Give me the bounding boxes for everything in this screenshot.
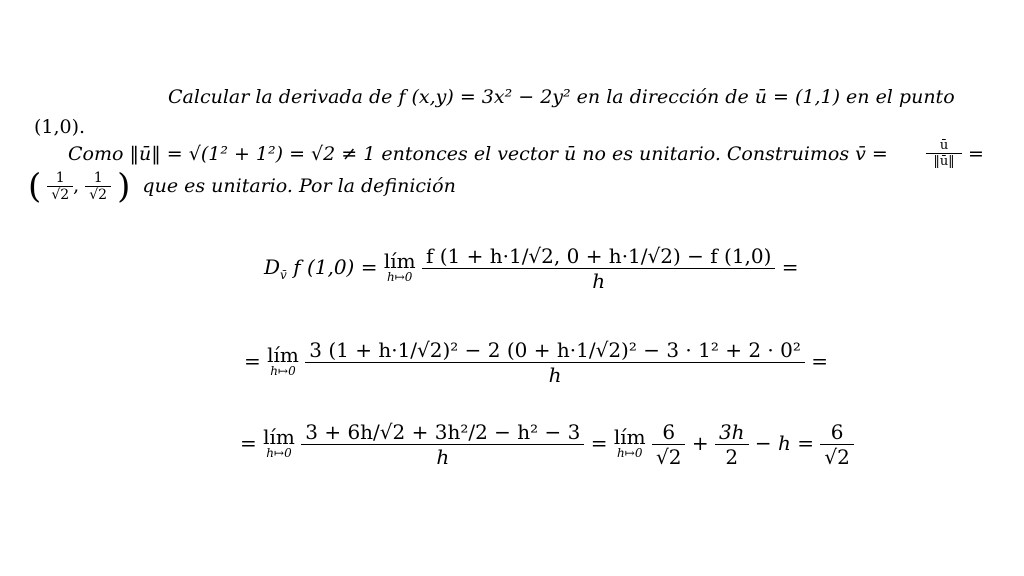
- eq3-lim-word-1: lím: [263, 424, 295, 449]
- eq2-end: =: [811, 349, 829, 373]
- equation-2: [244, 338, 828, 387]
- eq2-lim-word: lím: [267, 342, 299, 367]
- eq3-frac-num: 6: [662, 420, 676, 444]
- paragraph1-line1: Calcular la derivada de f (x,y) = 3x² − 2y² en la dirección de ū = (1,1) en el punto: [168, 86, 955, 108]
- eq1-end: =: [781, 255, 799, 279]
- paragraph2-line1: Como ‖ū‖ = √(1² + 1²) = √2 ≠ 1 entonces el vector ū no es unitario. Construimos v̄ =: [68, 143, 888, 165]
- eq2-start: =: [244, 349, 261, 373]
- eq2-numerator: 3 (1 + h·1/√2)² − 2 (0 + h·1/√2)² − 3 · 1² + 2 · 0²: [309, 338, 801, 362]
- eq1-limit: [383, 248, 416, 285]
- equation-1: [264, 244, 799, 293]
- eq3-minus-h: − h =: [754, 431, 815, 455]
- eq1-denominator: h: [422, 268, 775, 293]
- eq3-lim-word-2: lím: [613, 424, 646, 449]
- unit-vector-fraction-num: ū: [939, 138, 949, 153]
- vector-component-2: [85, 170, 111, 203]
- eq3-numerator: 3 + 6h/√2 + 3h²/2 − h² − 3: [305, 420, 581, 444]
- eq1-lhs-d: D: [264, 255, 281, 279]
- paragraph1-line2: (1,0).: [34, 116, 86, 138]
- eq2-denominator: h: [305, 362, 805, 387]
- eq3-frac-den: √2: [652, 444, 685, 469]
- eq3-denominator: h: [301, 444, 584, 469]
- eq1-lim-sub: h↦0: [387, 269, 413, 284]
- eq3-frac-six-over-root2: [652, 420, 685, 469]
- unit-vector-components: [28, 166, 456, 207]
- eq2-limit: [267, 342, 299, 379]
- eq3-frac-3h-over-2: [715, 420, 749, 469]
- eq1-lhs-sub: v̄: [280, 268, 287, 282]
- vector-right-paren: ): [117, 166, 131, 207]
- equation-3: [240, 420, 854, 469]
- vector-component-2-den: √2: [85, 186, 111, 203]
- vector-component-1-num: 1: [55, 170, 65, 186]
- paragraph2-line2: que es unitario. Por la definición: [142, 174, 456, 197]
- eq3-plus: +: [691, 431, 709, 455]
- eq3-result: [820, 420, 853, 469]
- paragraph2-equals: =: [968, 143, 984, 165]
- eq3-lim-sub-1: h↦0: [266, 445, 292, 460]
- unit-vector-fraction-den: ‖ū‖: [926, 153, 962, 169]
- vector-left-paren: (: [28, 166, 42, 207]
- vector-comma: ,: [73, 174, 80, 197]
- vector-component-2-num: 1: [93, 170, 103, 186]
- eq2-fraction: [305, 338, 805, 387]
- eq1-lim-word: lím: [383, 248, 416, 273]
- eq3-mid: =: [590, 431, 608, 455]
- eq1-numerator: f (1 + h·1/√2, 0 + h·1/√2) − f (1,0): [425, 244, 772, 268]
- eq3-frac2-den: 2: [715, 444, 749, 469]
- eq3-start: =: [240, 431, 257, 455]
- eq3-result-num: 6: [830, 420, 844, 444]
- eq1-lhs-rest: f (1,0) =: [293, 255, 378, 279]
- eq3-lim-sub-2: h↦0: [617, 445, 643, 460]
- eq2-lim-sub: h↦0: [270, 363, 296, 378]
- vector-component-1-den: √2: [47, 186, 73, 203]
- eq3-frac2-num: 3h: [718, 420, 745, 444]
- eq3-result-den: √2: [820, 444, 853, 469]
- eq3-limit-2: [613, 424, 646, 461]
- eq3-fraction-main: [301, 420, 584, 469]
- vector-component-1: [47, 170, 73, 203]
- eq3-limit-1: [263, 424, 295, 461]
- unit-vector-fraction: [926, 138, 962, 169]
- eq1-fraction: [422, 244, 775, 293]
